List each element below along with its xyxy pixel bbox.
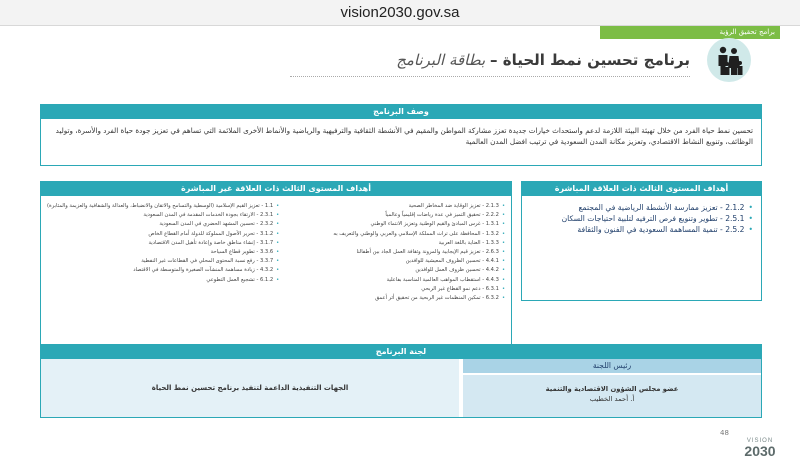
- committee-chair-member: [463, 375, 761, 417]
- indirect-goals-col-left: [47, 202, 279, 303]
- vision-label: VISION: [746, 438, 774, 444]
- vision-year: 2030: [744, 443, 776, 459]
- indirect-goal-item: • 2.1.3 - تعزيز الوقاية ضد المخاطر الصحية: [287, 202, 505, 211]
- direct-goals-list: [522, 196, 761, 235]
- direct-goals-box: [521, 181, 762, 301]
- program-committee-box: [40, 344, 762, 418]
- direct-goal-item: • 2.1.2 - تعزيز ممارسة الأنشطة الرياضية في المجتمع: [530, 202, 753, 213]
- indirect-goal-item: • 4.4.3 - استقطاب المواهب العالمية المناسبة بفاعلية: [287, 276, 505, 285]
- browser-url-bar[interactable]: [0, 0, 800, 26]
- indirect-goal-item: • 6.3.2 - تمكين المنظمات غير الربحية من تحقيق أثر أعمق: [287, 294, 505, 303]
- indirect-goal-item: • 4.3.2 - زيادة مساهمة المنشآت الصغيرة والمتوسطة في الاقتصاد: [47, 266, 279, 275]
- indirect-goal-item: • 2.3.2 - تحسين المشهد الحضري في المدن السعودية: [47, 220, 279, 229]
- committee-executors: الجهات التنفيذية الداعمة لتنفيذ برنامج تحسين نمط الحياة: [41, 359, 459, 417]
- indirect-goal-item: • 6.3.1 - دعم نمو القطاع غير الربحي: [287, 285, 505, 294]
- indirect-goal-item: • 1.3.1 - غرس المبادئ والقيم الوطنية وتعزيز الانتماء الوطني: [287, 220, 505, 229]
- indirect-goal-item: • 3.1.2 - تحرير الأصول المملوكة للدولة أمام القطاع الخاص: [47, 230, 279, 239]
- direct-goal-item: • 2.5.2 - تنمية المساهمة السعودية في الفنون والثقافة: [530, 224, 753, 235]
- indirect-goal-item: • 3.3.6 - تطوير قطاع السياحة: [47, 248, 279, 257]
- indirect-goal-item: • 3.3.7 - رفع نسبة المحتوى المحلي في القطاعات غير النفطية: [47, 257, 279, 266]
- page-number: 48: [720, 429, 729, 437]
- indirect-goal-item: • 4.4.2 - تحسين ظروف العمل للوافدين: [287, 266, 505, 275]
- direct-goal-item: • 2.5.1 - تطوير وتنويع فرص الترفيه لتلبية احتياجات السكان: [530, 213, 753, 224]
- indirect-goal-item: • 2.6.3 - تعزيز قيم الإيجابية والمرونة وثقافة العمل الجاد بين أطفالنا: [287, 248, 505, 257]
- member-name: أ. أحمد الخطيب: [589, 395, 635, 403]
- page-title-sub: بطاقة البرنامج: [396, 51, 490, 69]
- vision-2030-logo: [735, 438, 785, 468]
- description-text: تحسين نمط حياة الفرد من خلال تهيئة البيئة اللازمة لدعم واستحداث خيارات جديدة تعزز مشاركة المواطن والمقيم في الأنشطة الثقافية والترفيهية والرياضية والأنماط الأخرى الملائمة التي تساهم في تعزيز جودة حياة الفرد والأسرة، وتوليد الوظائف، وتنويع النشاط الاقتصادي، وتعزيز مكانة المدن السعودية في ترتيب افضل المدن العالمية: [55, 126, 753, 146]
- committee-heading: لجنة البرنامج: [41, 345, 761, 359]
- section-tag: برامج تحقيق الرؤية: [600, 26, 780, 39]
- slide: [0, 26, 800, 459]
- url-text: vision2030.gov.sa: [340, 4, 460, 21]
- indirect-goal-item: • 1.3.2 - المحافظة على تراث المملكة الإسلامي والعربي والوطني والتعريف به: [287, 230, 505, 239]
- indirect-goal-item: • 3.1.7 - إنشاء مناطق خاصة وإعادة تأهيل المدن الاقتصادية: [47, 239, 279, 248]
- title-divider: [290, 76, 690, 77]
- description-heading: وصف البرنامج: [41, 105, 761, 119]
- program-logo: [707, 38, 751, 82]
- indirect-goal-item: • 1.3.3 - العناية باللغة العربية: [287, 239, 505, 248]
- indirect-goals-box: [40, 181, 512, 351]
- direct-goals-heading: أهداف المستوى الثالث ذات العلاقة المباشرة: [522, 182, 761, 196]
- indirect-goals-heading: أهداف المستوى الثالث ذات العلاقة غير المباشرة: [41, 182, 511, 196]
- indirect-goal-item: • 2.3.1 - الارتقاء بجودة الخدمات المقدمة في المدن السعودية: [47, 211, 279, 220]
- indirect-goal-item: • 2.2.2 - تحقيق التميز في عدة رياضات إقليمياً وعالمياً: [287, 211, 505, 220]
- page-title: [300, 51, 690, 69]
- indirect-goals-col-right: [287, 202, 505, 303]
- indirect-goal-item: • 4.4.1 - تحسين الظروف المعيشية للوافدين: [287, 257, 505, 266]
- committee-chair-label: رئيس اللجنة: [463, 359, 761, 373]
- indirect-goal-item: • 1.1 - تعزيز القيم الإسلامية (الوسطية والتسامح والاتقان والانضباط، والعدالة والشفافية والعزيمة والمثابرة): [47, 202, 279, 211]
- indirect-goal-item: • 6.1.2 - تشجيع العمل التطوعي: [47, 276, 279, 285]
- family-icon: [707, 38, 751, 82]
- program-description-box: [40, 104, 762, 166]
- page-title-main: برنامج تحسين نمط الحياة –: [490, 51, 690, 69]
- member-title: عضو مجلس الشؤون الاقتصادية والتنمية: [545, 385, 679, 393]
